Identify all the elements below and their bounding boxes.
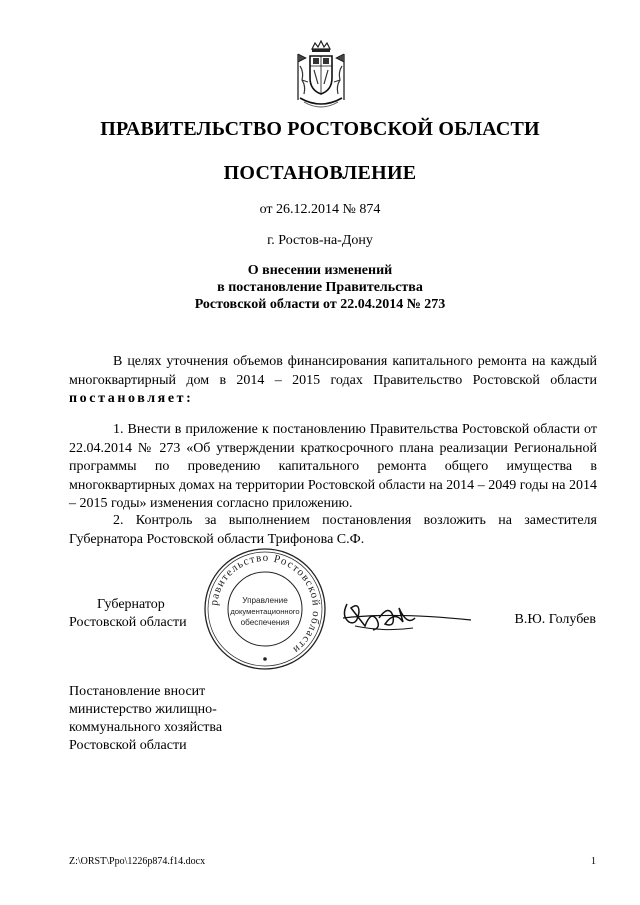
file-path: Z:\ORST\Ppo\1226p874.f14.docx <box>69 856 206 867</box>
submitter-line-2: министерство жилищно- <box>69 702 217 717</box>
intro-action: постановляет: <box>69 391 194 406</box>
signer-position-line-1: Губернатор <box>97 597 165 612</box>
subject-line-3: Ростовской области от 22.04.2014 № 273 <box>194 297 446 312</box>
subject-line-1: О внесении изменений <box>247 263 393 278</box>
subject-line-2: в постановление Правительства <box>217 280 423 295</box>
submitter-line-1: Постановление вносит <box>69 684 206 699</box>
official-seal-icon <box>202 546 328 672</box>
submitter-note <box>69 683 222 755</box>
resolution-item-2: 2. Контроль за выполнением постановления возложить на заместителя Губернатора Ростовской области Трифонова С.Ф. <box>69 513 597 547</box>
intro-paragraph <box>69 353 597 409</box>
signer-position <box>69 596 187 632</box>
submitter-line-3: коммунального хозяйства <box>69 720 223 735</box>
intro-text: В целях уточнения объемов финансирования капитального ремонта на каждый многоквартирный дом в 2014 – 2015 годах Правительство Ростовской области <box>69 354 597 388</box>
coat-of-arms-icon <box>290 40 352 112</box>
seal-line-3: обеспечения <box>240 618 290 627</box>
document-date-number: от 26.12.2014 № 874 <box>259 202 381 217</box>
resolution-item-1: 1. Внести в приложение к постановлению Правительства Ростовской области от 22.04.2014 № 273 «Об утверждении краткосрочного плана реализации Региональной программы по проведению капитального ремонта общего имущества в многоквартирных домах на территории Ростовской области на 2014 – 2049 годы на 2014 – 2015 годы» изменения согласно приложению. <box>69 422 597 511</box>
seal-line-2: документационного <box>230 607 300 616</box>
page-number: 1 <box>591 856 596 867</box>
government-title: ПРАВИТЕЛЬСТВО РОСТОВСКОЙ ОБЛАСТИ <box>100 118 540 140</box>
seal-line-1: Управление <box>242 596 288 605</box>
signer-position-line-2: Ростовской области <box>69 615 187 630</box>
handwritten-signature-icon <box>335 596 475 638</box>
submitter-line-4: Ростовской области <box>69 738 187 753</box>
document-city: г. Ростов-на-Дону <box>267 233 373 248</box>
signer-name: В.Ю. Голубев <box>514 612 596 627</box>
document-type: ПОСТАНОВЛЕНИЕ <box>223 162 417 184</box>
document-subject <box>0 262 640 313</box>
seal-ring-text: равительство Ростовской области <box>208 551 323 657</box>
